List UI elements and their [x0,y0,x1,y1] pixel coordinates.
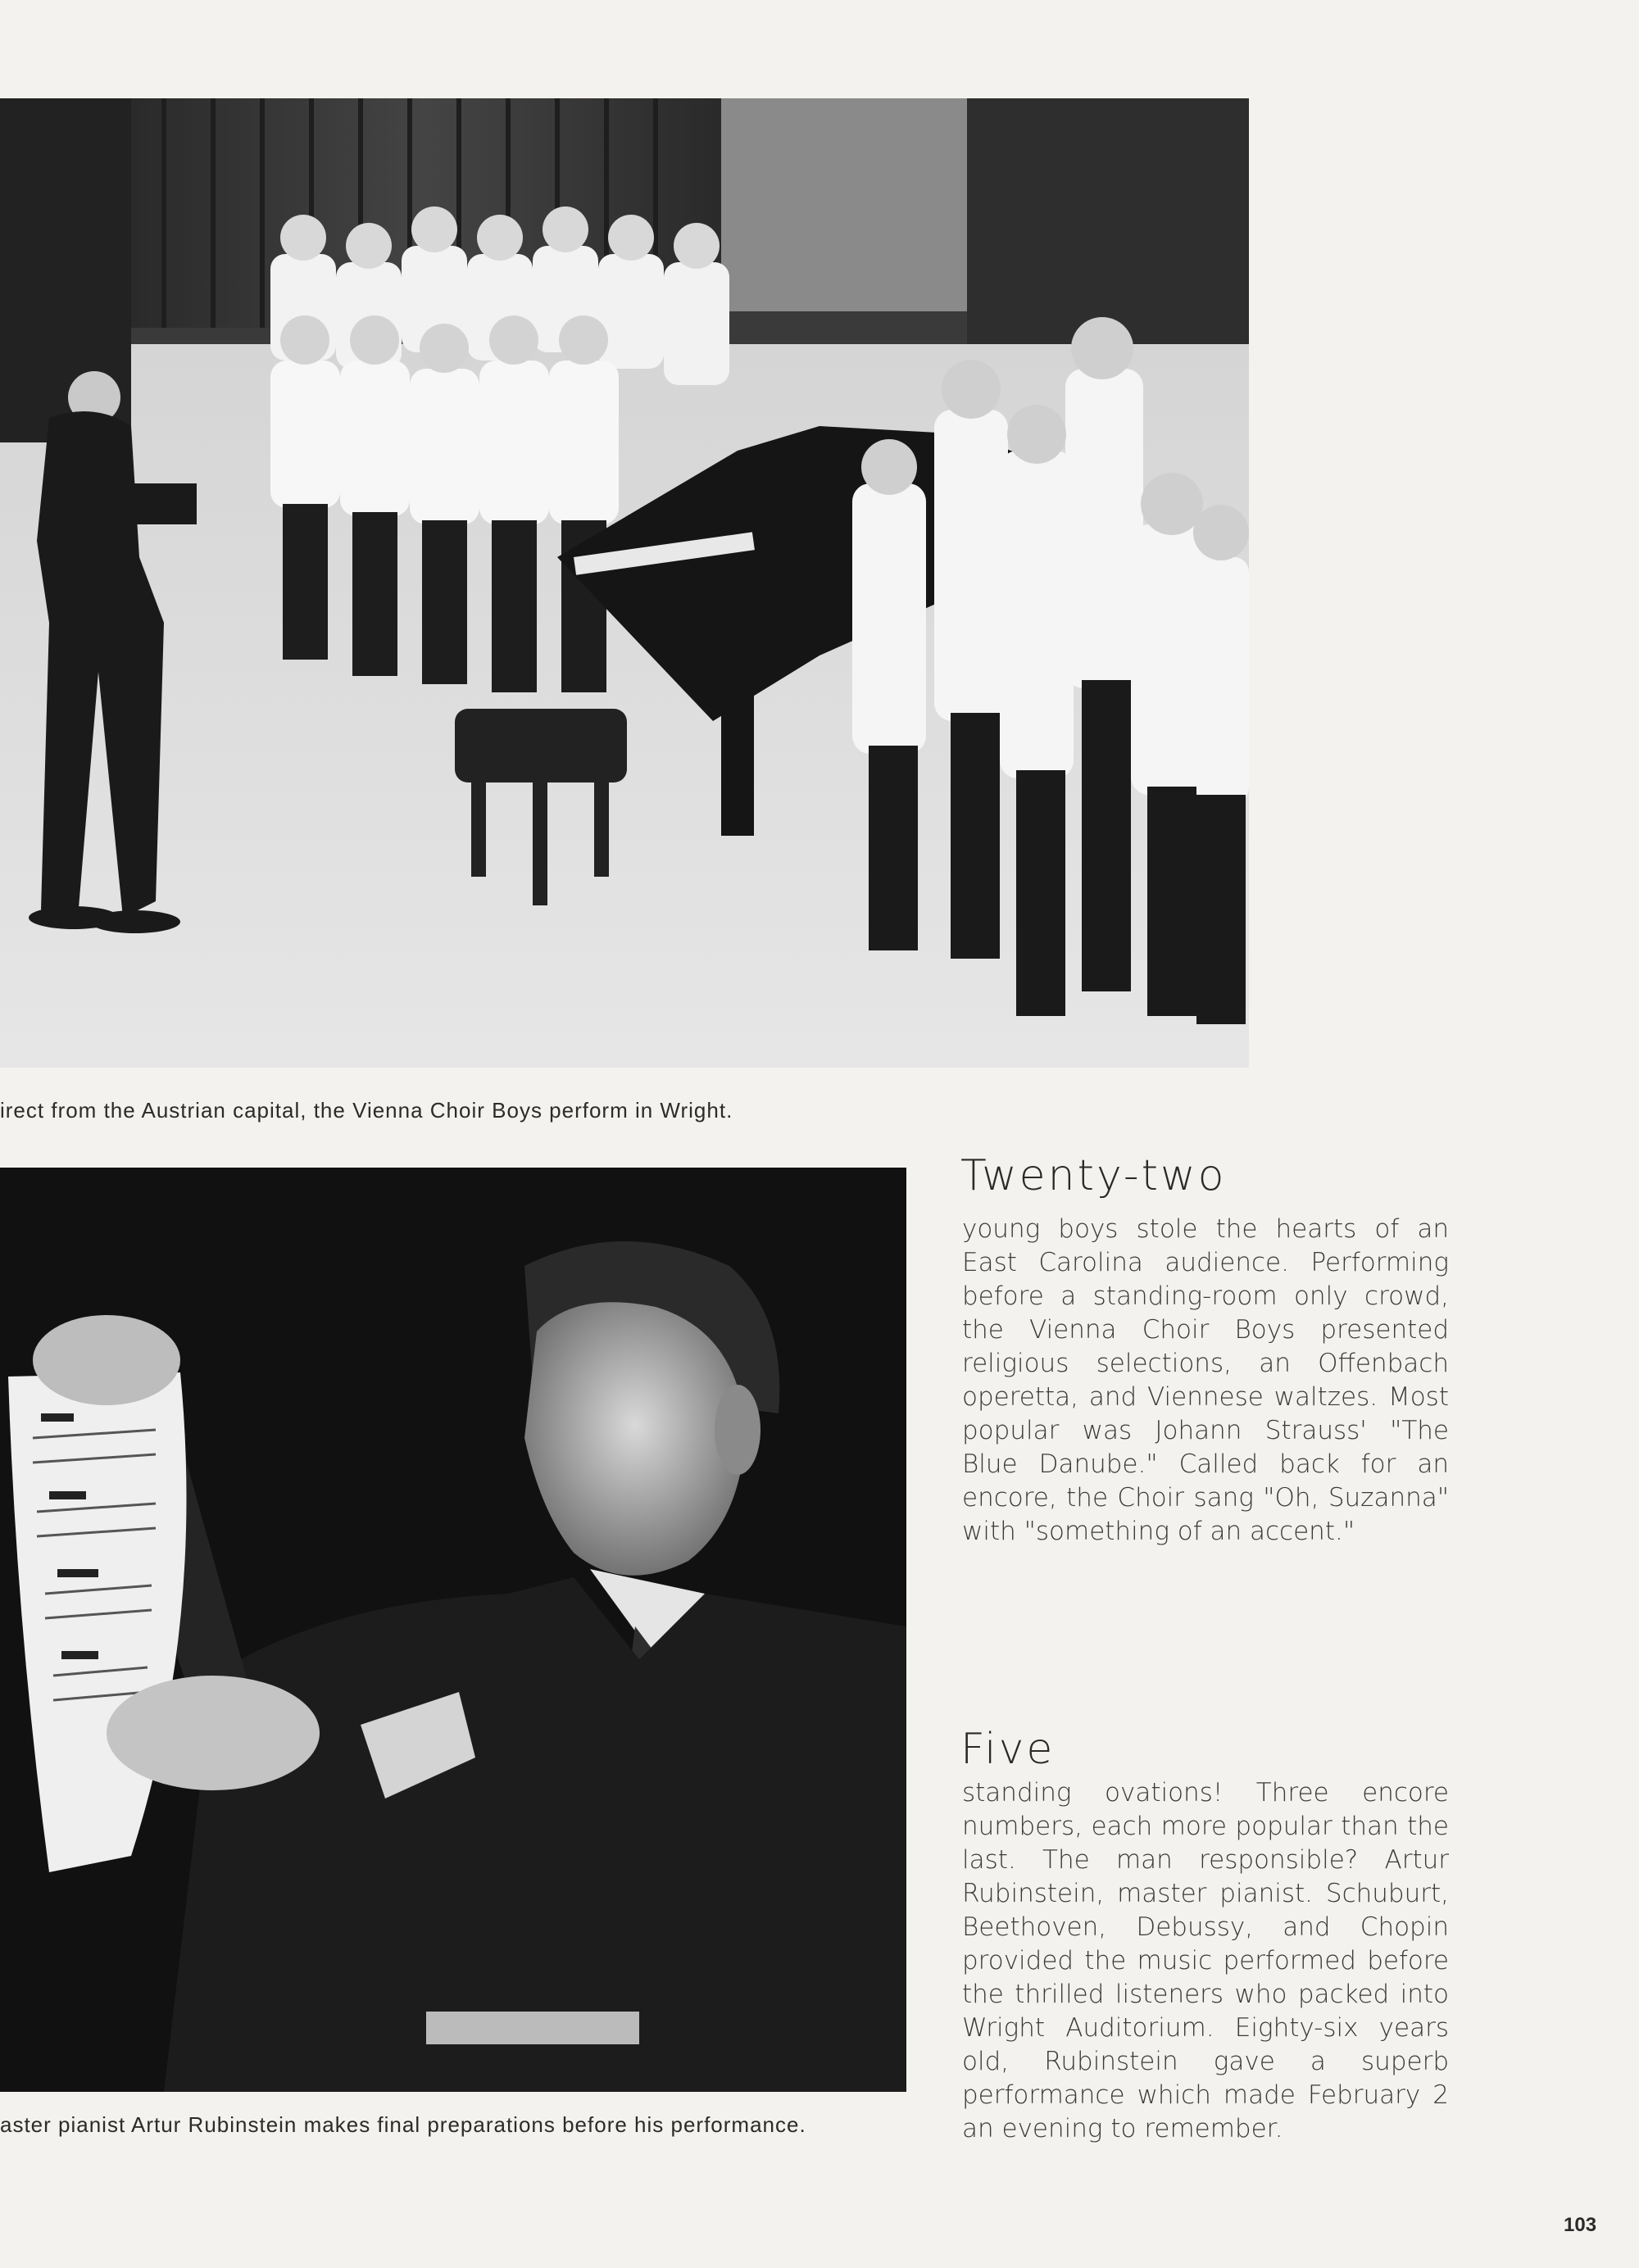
page-number: 103 [1564,2214,1597,2236]
pianist-photo-caption: aster pianist Artur Rubinstein makes final preparations before his performance. [0,2112,806,2137]
choir-photo [0,98,1249,1068]
choir-photo-caption: irect from the Austrian capital, the Vienna Choir Boys perform in Wright. [0,1098,733,1123]
article-headline-twenty-two: Twenty-two [960,1151,1227,1200]
pianist-photo [0,1168,906,2092]
article-headline-five: Five [960,1725,1056,1774]
article-body-rubinstein: standing ovations! Three encore numbers, each more popular than the last. The man responsible? Artur Rubinstein, master pianist. Schuburt, Beethoven, Debussy, and Chopin provided the music performed before the thrilled listeners who packed into Wright Auditorium. Eighty-six years old, Rubinstein gave a superb performance which made February 2 an evening to remember. [962,1778,1449,2143]
article-body-choir: young boys stole the hearts of an East Carolina audience. Performing before a standing-room only crowd, the Vienna Choir Boys presented religious selections, an Offenbach operetta, and Viennese waltzes. Most popular was Johann Strauss' "The Blue Danube." Called back for an encore, the Choir sang "Oh, Suzanna" with "something of an accent." [962,1214,1449,1546]
